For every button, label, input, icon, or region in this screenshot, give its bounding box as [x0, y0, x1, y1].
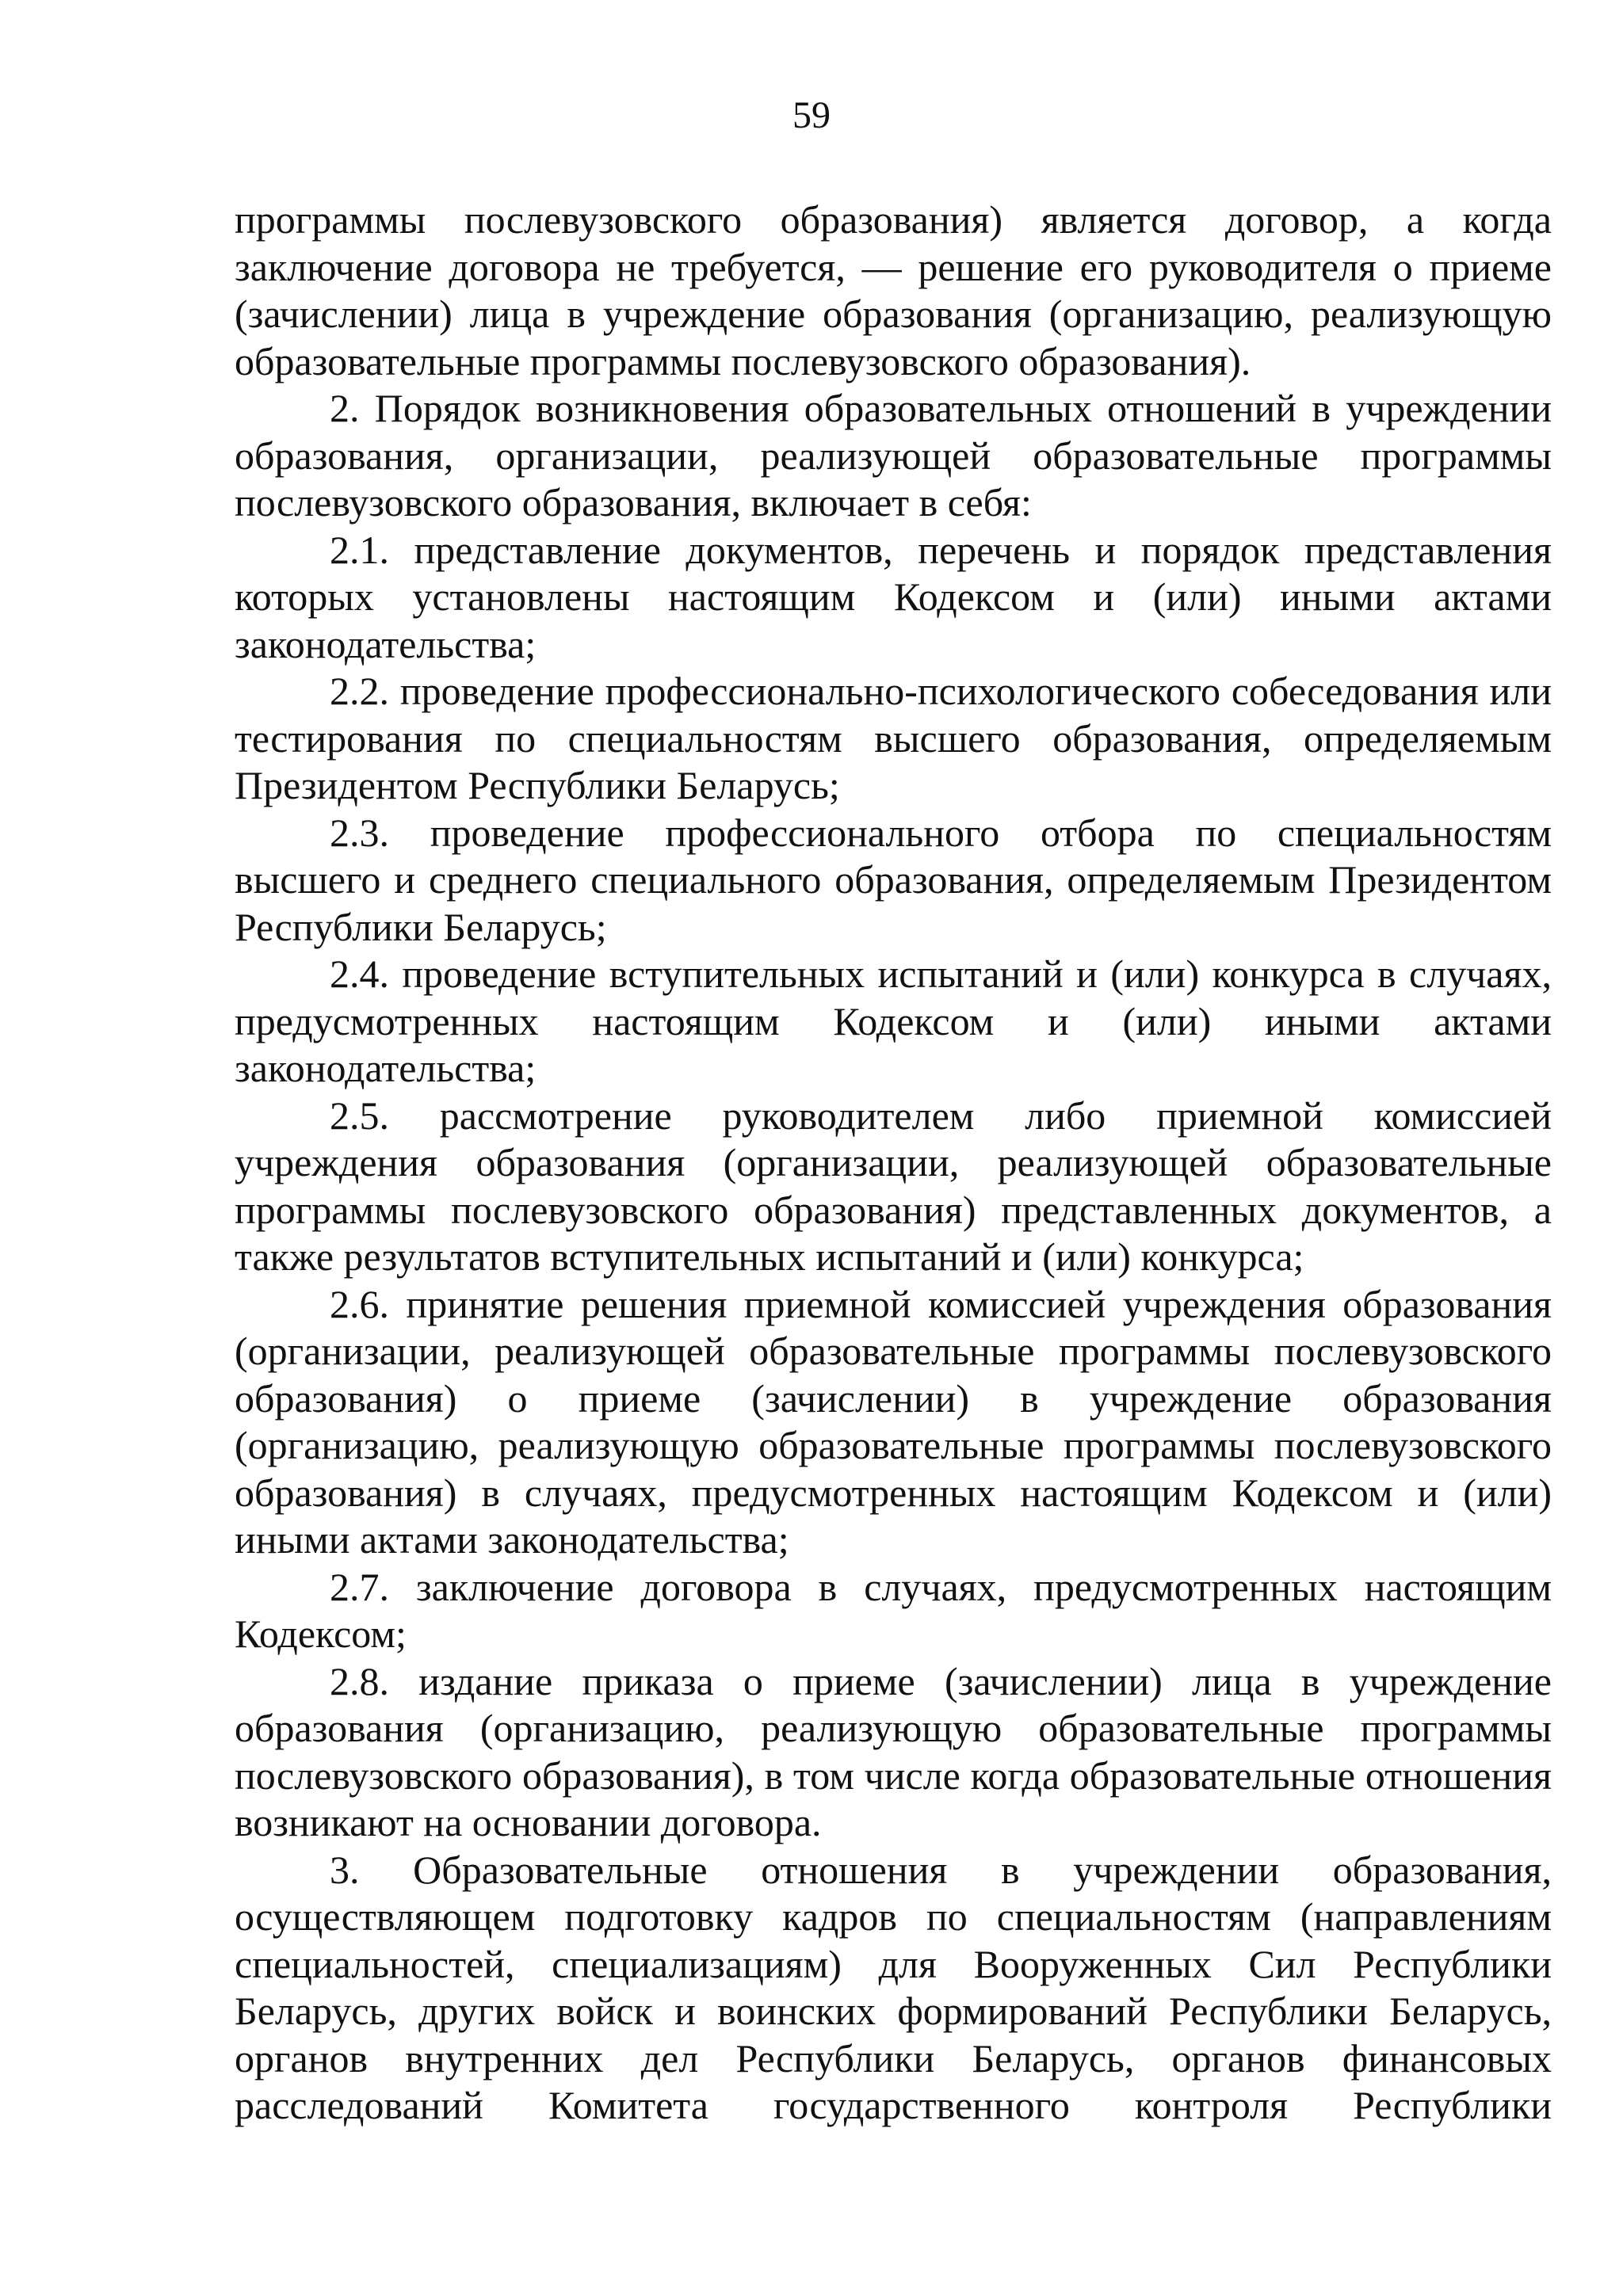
paragraph-item-2-8: 2.8. издание приказа о приеме (зачислении) лица в учреждение образования (организацию, реализующую образовательные программы послевузовского образования), в том числе когда образовательные отношения возникают на основании договора. — [235, 1658, 1552, 1844]
paragraph-continuation: программы послевузовского образования) является договор, а когда заключение договора не требуется, — решение его руководителя о приеме (зачислении) лица в учреждение образования (организацию, реализующую образовательные программы послевузовского образования). — [235, 197, 1552, 383]
paragraph-item-2-3: 2.3. проведение профессионального отбора по специальностям высшего и среднего специального образования, определяемым Президентом Республики Беларусь; — [235, 810, 1552, 949]
page-number: 59 — [792, 94, 831, 136]
document-body — [235, 196, 1552, 2130]
paragraph-item-3: 3. Образовательные отношения в учреждении образования, осуществляющем подготовку кадров по специальностям (направлениям специальностей, специализациям) для Вооруженных Сил Республики Беларусь, других войск и воинских формирований Республики Беларусь, органов внутренних дел Республики Беларусь, органов финансовых расследований Комитета государственного контроля Республики — [235, 1847, 1552, 2127]
paragraph-item-2-1: 2.1. представление документов, перечень и порядок представления которых установлены настоящим Кодексом и (или) иными актами законодательства; — [235, 527, 1552, 666]
paragraph-item-2-7: 2.7. заключение договора в случаях, предусмотренных настоящим Кодексом; — [235, 1564, 1552, 1656]
paragraph-item-2-5: 2.5. рассмотрение руководителем либо приемной комиссией учреждения образования (организации, реализующей образовательные программы послевузовского образования) представленных документов, а также результатов вступительных испытаний и (или) конкурса; — [235, 1093, 1552, 1279]
paragraph-item-2-2: 2.2. проведение профессионально-психологического собеседования или тестирования по специальностям высшего образования, определяемым Президентом Республики Беларусь; — [235, 669, 1552, 807]
paragraph-item-2-6: 2.6. принятие решения приемной комиссией учреждения образования (организации, реализующей образовательные программы послевузовского образования) о приеме (зачислении) в учреждение образования (организацию, реализующую образовательные программы послевузовского образования) в случаях, предусмотренных настоящим Кодексом и (или) иными актами законодательства; — [235, 1281, 1552, 1562]
paragraph-item-2: 2. Порядок возникновения образовательных отношений в учреждении образования, организации, реализующей образовательные программы послевузовского образования, включает в себя: — [235, 386, 1552, 524]
paragraph-item-2-4: 2.4. проведение вступительных испытаний и (или) конкурса в случаях, предусмотренных настоящим Кодексом и (или) иными актами законодательства; — [235, 952, 1552, 1090]
